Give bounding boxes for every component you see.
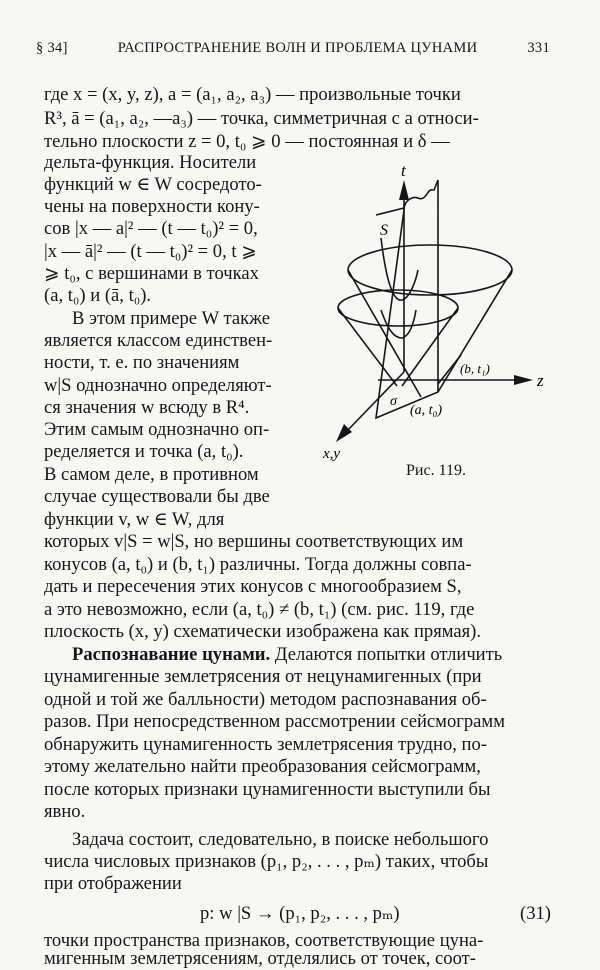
text-line: а это невозможно, если (a, t₀) ≠ (b, t₁) (см. рис. 119, где [44, 599, 475, 620]
text-line: w|S однозначно определяют- [44, 375, 272, 396]
text-line: является классом единствен- [44, 330, 273, 351]
surface-s [376, 180, 438, 418]
text-line: функции v, w ∈ W, для [44, 509, 225, 530]
text-line: чены на поверхности кону- [44, 196, 260, 217]
figure-119 [318, 160, 568, 480]
t-axis-arrow [399, 180, 409, 200]
intersection-curve [381, 310, 416, 338]
text-line: дать и пересечения этих конусов с многообразием S, [44, 576, 462, 597]
upper-cone-rim [348, 245, 512, 295]
label-t: t [401, 161, 406, 180]
paragraph-start [72, 644, 502, 666]
text-line: мигенным землетрясениям, отделялись от точек, соот- [44, 948, 476, 969]
text-line: (a, t₀) и (ā, t₀). [44, 285, 152, 306]
label-at0: (a, t₀) [410, 403, 443, 418]
text-line: разов. При непосредственном рассмотрении сейсмограмм [44, 711, 505, 732]
text-fragment: Делаются попытки отличить [274, 644, 503, 665]
text-line: случае существовали бы две [44, 486, 270, 507]
text-line: функций w ∈ W сосредото- [44, 174, 262, 195]
text-line: цунамигенные землетрясения от нецунамигенных (при [44, 666, 482, 687]
text-line: которых v|S = w|S, но вершины соответствующих им [44, 531, 464, 552]
text-line: одной и той же балльности) методом распознавания об- [44, 689, 487, 710]
text-line: этому желательно найти преобразования сейсмограмм, [44, 756, 481, 777]
label-s: S [380, 222, 388, 239]
label-bt1: (b, t₁) [460, 361, 490, 376]
section-number: § 34] [36, 40, 68, 56]
text-line: обнаружить цунамигенность землетрясения трудно, по- [44, 734, 487, 755]
text-line: сов |x — a|² — (t — t₀)² = 0, [44, 218, 258, 239]
label-sigma: σ [390, 394, 397, 409]
running-title: РАСПРОСТРАНЕНИЕ ВОЛН И ПРОБЛЕМА ЦУНАМИ [117, 40, 478, 56]
text-line: ности, т. е. по значениям [44, 352, 240, 373]
page-number: 331 [527, 40, 550, 56]
upper-cone-side [348, 270, 421, 397]
text-line: плоскость (x, y) схематически изображена как прямая). [44, 621, 482, 642]
lower-cone-rim [338, 290, 458, 326]
equation: p: w |S → (p₁, p₂, . . . , pₘ) [200, 903, 400, 924]
text-line: R³, ā = (a₁, a₂, —a₃) — точка, симметричная с a относи- [44, 108, 479, 129]
text-line: В самом деле, в противном [44, 464, 259, 485]
text-line: числа числовых признаков (p₁, p₂, . . . , pₘ) таких, чтобы [44, 851, 489, 872]
label-z: z [537, 371, 544, 390]
text-line: тельно плоскости z = 0, t₀ ⩾ 0 — постоянная и δ — [44, 131, 450, 152]
running-header [36, 40, 550, 58]
xy-axis-arrow [336, 424, 352, 442]
text-line: ределяется и точка (a, t₀). [44, 441, 244, 462]
text-line: Задача состоит, следовательно, в поиске небольшого [72, 829, 489, 850]
text-line: где x = (x, y, z), a = (a₁, a₂, a₃) — произвольные точки [44, 84, 461, 105]
text-line: ⩾ t₀, с вершинами в точках [44, 263, 259, 284]
text-line: точки пространства признаков, соответствующие цуна- [44, 930, 484, 951]
text-line: ся значения w всюду в R⁴. [44, 397, 250, 418]
equation-number: (31) [520, 903, 551, 924]
figure-caption: Рис. 119. [406, 462, 466, 479]
text-line: явно. [44, 801, 86, 822]
section-heading: Распознавание цунами. [72, 644, 271, 665]
text-line: конусов (a, t₀) и (b, t₁) различны. Тогда должны совпа- [44, 554, 472, 575]
text-line: дельта-функция. Носители [44, 152, 257, 173]
z-axis-arrow [514, 375, 533, 385]
text-line: |x — ā|² — (t — t₀)² = 0, t ⩾ [44, 241, 257, 262]
text-line: после которых признаки цунамигенности выступили бы [44, 779, 491, 800]
text-line: при отображении [44, 873, 182, 894]
label-xy: x,y [323, 446, 341, 462]
text-line: Этим самым однозначно оп- [44, 419, 270, 440]
text-line: В этом примере W также [72, 308, 271, 329]
lower-cone-side [338, 308, 397, 386]
